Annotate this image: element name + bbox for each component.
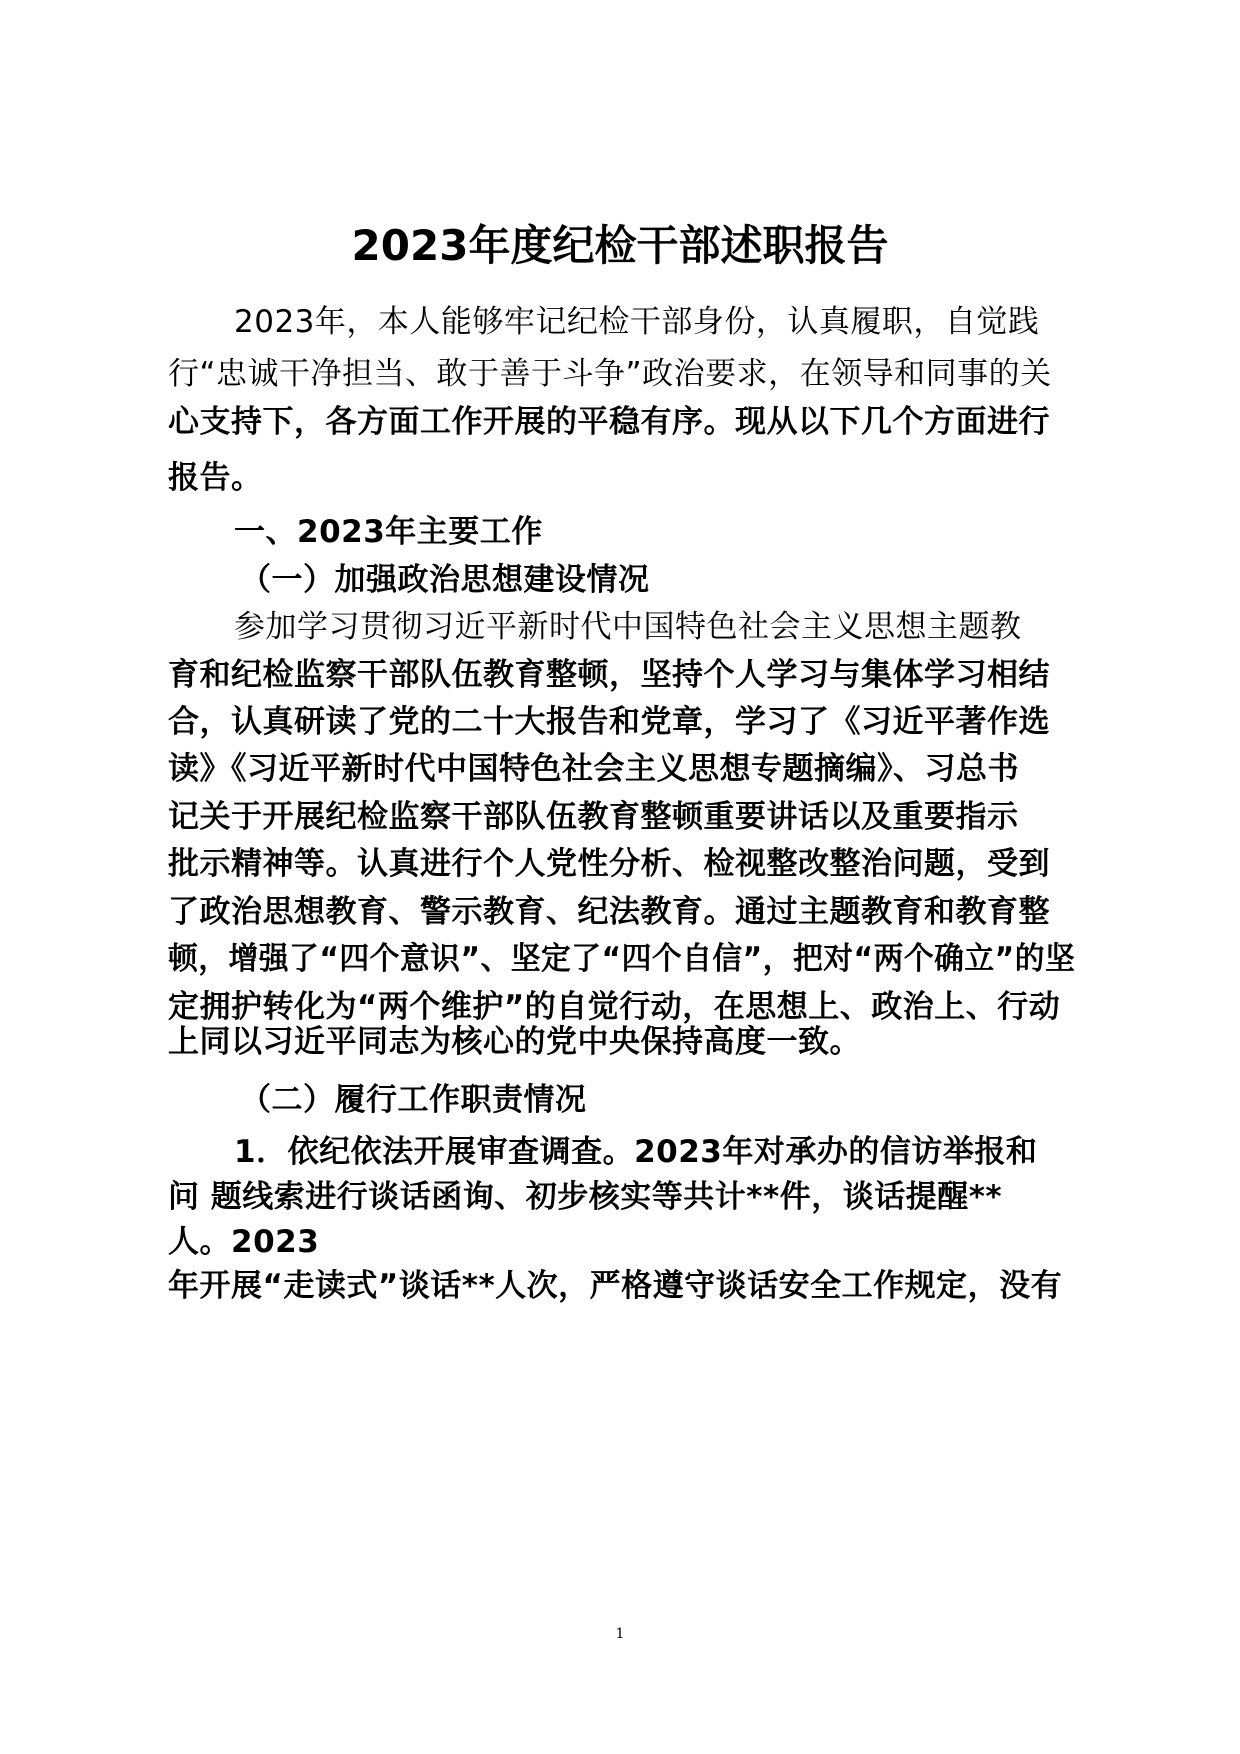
sub1-line-4: 读》《习近平新时代中国特色社会主义思想专题摘编》、习总书 (168, 751, 1019, 787)
sub1-line-10: 上同以习近平同志为核心的党中央保持高度一致。 (168, 1024, 861, 1060)
sub1-line-7: 了政治思想教育、警示教育、纪法教育。通过主题教育和教育整 (168, 894, 1050, 930)
subsection-heading-2: （二）履行工作职责情况 (240, 1082, 587, 1118)
intro-line-2: 行“忠诚干净担当、敢于善于斗争”政治要求，在领导和同事的关 (168, 356, 1052, 392)
sub2-line-4: 年开展“走读式”谈话**人次，严格遵守谈话安全工作规定，没有 (168, 1268, 1063, 1304)
sub2-line-1: 1．依纪依法开展审查调查。2023年对承办的信访举报和 (234, 1134, 1038, 1170)
sub2-line-3: 人。2023 (168, 1224, 320, 1260)
sub1-line-6: 批示精神等。认真进行个人党性分析、检视整改整治问题，受到 (168, 846, 1050, 882)
sub1-line-9: 定拥护转化为“两个维护”的自觉行动，在思想上、政治上、行动 (168, 989, 1061, 1025)
document-title: 2023年度纪检干部述职报告 (351, 221, 889, 270)
sub1-line-8: 顿，增强了“四个意识”、坚定了“四个自信”，把对“两个确立”的坚 (168, 941, 1076, 977)
sub1-line-3: 合，认真研读了党的二十大报告和党章，学习了《习近平著作选 (168, 704, 1050, 740)
section-heading-1: 一、2023年主要工作 (234, 514, 543, 550)
sub1-line-1: 参加学习贯彻习近平新时代中国特色社会主义思想主题教 (234, 609, 1022, 645)
intro-line-3: 心支持下，各方面工作开展的平稳有序。现从以下几个方面进行 (168, 404, 1050, 440)
intro-line-4: 报告。 (168, 460, 263, 496)
intro-line-1: 2023年，本人能够牢记纪检干部身份，认真履职，自觉践 (234, 304, 1040, 340)
page-number: 1 (615, 1626, 625, 1642)
sub1-line-5: 记关于开展纪检监察干部队伍教育整顿重要讲话以及重要指示 (168, 799, 1019, 835)
subsection-heading-1: （一）加强政治思想建设情况 (240, 562, 650, 598)
sub1-line-2: 育和纪检监察干部队伍教育整顿，坚持个人学习与集体学习相结 (168, 657, 1050, 693)
sub2-line-2: 问 题线索进行谈话函询、初步核实等共计**件，谈话提醒** (168, 1179, 1003, 1215)
